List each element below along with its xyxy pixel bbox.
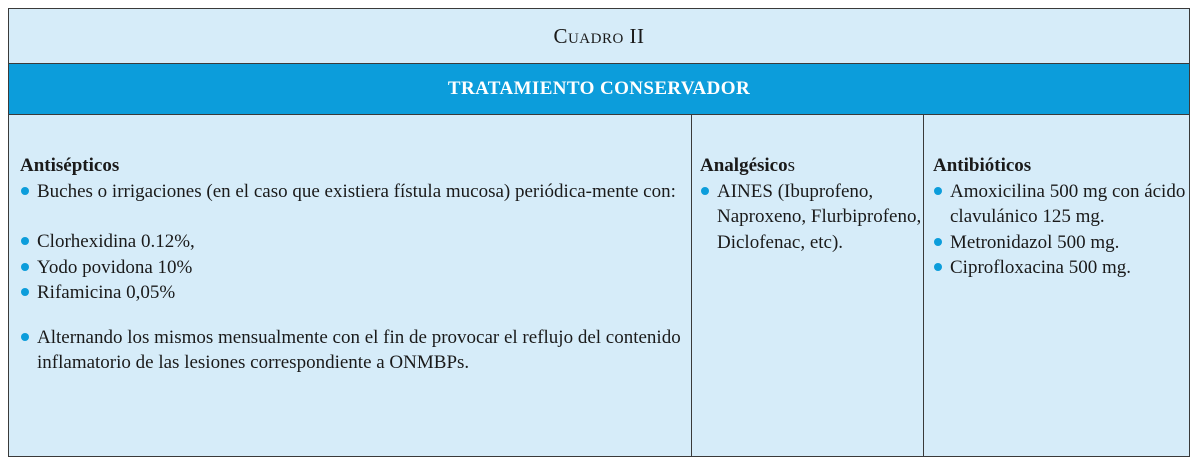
antibioticos-list bbox=[933, 179, 1189, 281]
antisepticos-intro-list bbox=[20, 179, 681, 205]
list-item: Amoxicilina 500 mg con ácido clavulánico 125 mg. bbox=[933, 179, 1189, 230]
list-item: AINES (Ibuprofeno, Naproxeno, Flurbiprofeno, Diclofenac, etc). bbox=[700, 179, 923, 256]
list-item: Yodo povidona 10% bbox=[20, 255, 681, 281]
antisepticos-intro: Buches o irrigaciones (en el caso que existiera fístula mucosa) periódica-mente con: bbox=[20, 179, 681, 205]
antisepticos-note-list bbox=[20, 325, 681, 376]
caption-word: uadro bbox=[567, 23, 624, 48]
analgesicos-heading bbox=[700, 153, 923, 179]
analgesicos-heading-tail: s bbox=[787, 155, 796, 176]
list-item: Metronidazol 500 mg. bbox=[933, 230, 1189, 256]
table-caption bbox=[9, 9, 1189, 63]
caption-number: II bbox=[629, 23, 645, 48]
analgesicos-column bbox=[691, 115, 923, 456]
antisepticos-column bbox=[9, 115, 691, 456]
caption-initial: C bbox=[553, 23, 568, 48]
antisepticos-heading: Antisépticos bbox=[20, 155, 120, 176]
table-header bbox=[9, 63, 1189, 115]
header-title: TRATAMIENTO CONSERVADOR bbox=[447, 78, 751, 99]
analgesicos-heading-bold: Analgésico bbox=[700, 155, 788, 176]
antibioticos-column bbox=[923, 115, 1189, 456]
treatment-table bbox=[8, 8, 1190, 457]
analgesicos-list bbox=[700, 179, 923, 256]
list-item: Rifamicina 0,05% bbox=[20, 280, 681, 306]
antisepticos-list bbox=[20, 229, 681, 306]
antibioticos-heading: Antibióticos bbox=[933, 155, 1032, 176]
antisepticos-note: Alternando los mismos mensualmente con el fin de provocar el reflujo del contenido inflamatorio de las lesiones correspondiente a ONMBPs. bbox=[20, 325, 681, 376]
list-item: Ciprofloxacina 500 mg. bbox=[933, 255, 1189, 281]
list-item: Clorhexidina 0.12%, bbox=[20, 229, 681, 255]
